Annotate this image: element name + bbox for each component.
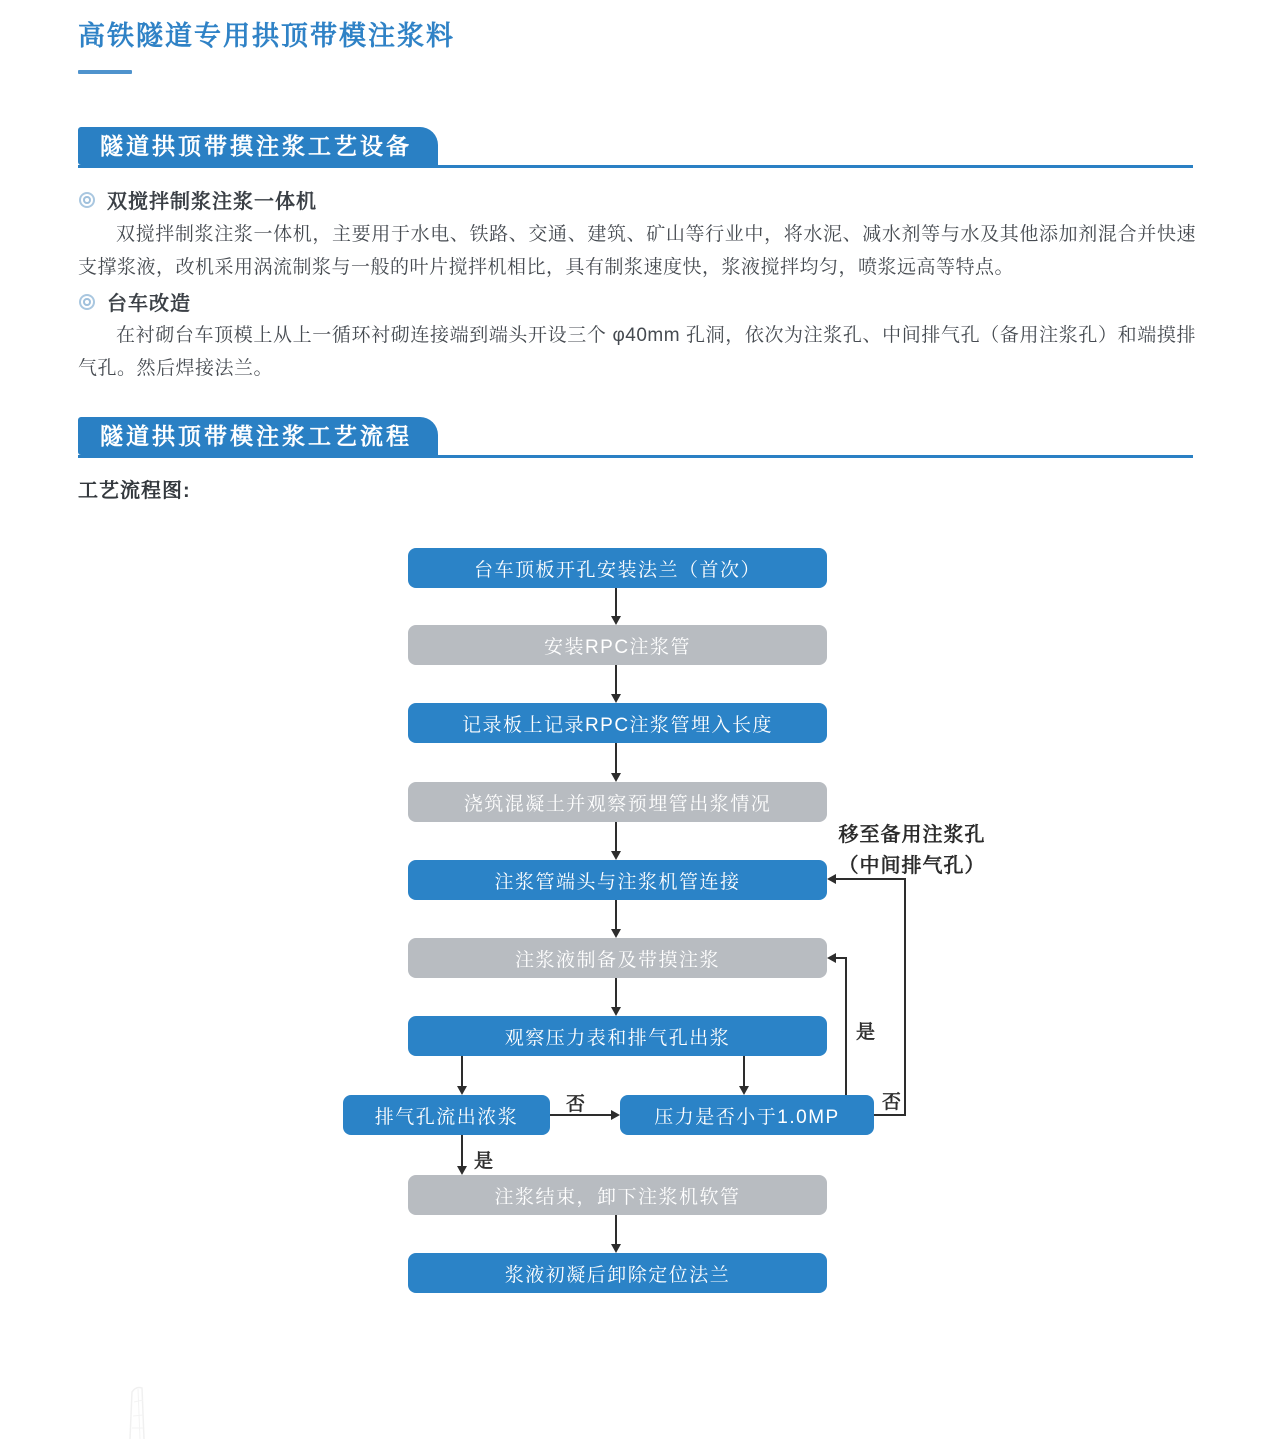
flow-node-record-length: 记录板上记录RPC注浆管埋入长度 xyxy=(408,703,827,743)
flow-node-install-flange: 台车顶板开孔安装法兰（首次） xyxy=(408,548,827,588)
equipment-item-1-body: 双搅拌制浆注浆一体机，主要用于水电、铁路、交通、建筑、矿山等行业中，将水泥、减水剂等与水及其他添加剂混合并快速支撑浆液，改机采用涡流制浆与一般的叶片搅拌机相比，具有制浆速度快，浆液搅拌均匀，喷浆远高等特点。 xyxy=(78,224,1196,278)
edge-label-yes: 是 xyxy=(856,1022,876,1043)
down-arrow xyxy=(461,1135,463,1166)
down-arrow xyxy=(743,1056,745,1086)
flow-node-remove-flange: 浆液初凝后卸除定位法兰 xyxy=(408,1253,827,1293)
flow-node-prepare-grout: 注浆液制备及带摸注浆 xyxy=(408,938,827,978)
down-arrow xyxy=(615,665,617,694)
title-underline xyxy=(78,70,132,74)
flow-node-grouting-finished: 注浆结束，卸下注浆机软管 xyxy=(408,1175,827,1215)
down-arrow xyxy=(615,743,617,773)
section-header-rule xyxy=(78,165,1193,168)
down-arrow xyxy=(615,822,617,851)
equipment-item-2-title: 台车改造 xyxy=(107,293,191,315)
flow-node-pressure-check: 压力是否小于1.0MP xyxy=(620,1095,874,1135)
flow-node-pour-concrete: 浇筑混凝土并观察预埋管出浆情况 xyxy=(408,782,827,822)
edge-label-no: 否 xyxy=(566,1094,586,1115)
bullseye-icon xyxy=(83,196,91,204)
flow-node-connect-pipe: 注浆管端头与注浆机管连接 xyxy=(408,860,827,900)
watermark-building-icon xyxy=(116,1384,176,1444)
section-header-rule xyxy=(78,455,1193,458)
bullseye-icon xyxy=(83,298,91,306)
loop-annotation xyxy=(820,820,1004,882)
section-header-equipment-tab: 隧道拱顶带摸注浆工艺设备 xyxy=(78,127,438,165)
equipment-item-2-heading xyxy=(78,287,191,316)
loop-annotation-line1: 移至备用注浆孔 xyxy=(838,824,986,846)
loop-annotation-line2: （中间排气孔） xyxy=(838,855,986,877)
edge-label-no: 否 xyxy=(882,1092,902,1113)
section-header-equipment xyxy=(78,127,1193,168)
down-arrow xyxy=(461,1056,463,1086)
down-arrow xyxy=(615,588,617,616)
left-arrowhead xyxy=(827,953,836,963)
flow-node-observe-pressure: 观察压力表和排气孔出浆 xyxy=(408,1016,827,1056)
feedback-line-segment xyxy=(874,1114,906,1116)
down-arrow xyxy=(615,900,617,929)
page-title: 高铁隧道专用拱顶带模注浆料 xyxy=(78,21,455,51)
equipment-item-1-heading xyxy=(78,185,317,214)
equipment-item-1-title: 双搅拌制浆注浆一体机 xyxy=(107,191,317,213)
down-arrow xyxy=(615,1215,617,1244)
flow-node-install-rpc-pipe: 安装RPC注浆管 xyxy=(408,625,827,665)
equipment-item-2-body: 在衬砌台车顶模上从上一循环衬砌连接端到端头开设三个 φ40mm 孔洞，依次为注浆孔、中间排气孔（备用注浆孔）和端摸排气孔。然后焊接法兰。 xyxy=(78,325,1196,379)
flow-figure-label: 工艺流程图: xyxy=(78,480,191,502)
section-header-process xyxy=(78,417,1193,458)
edge-label-yes: 是 xyxy=(474,1151,494,1172)
flow-node-vent-thick-grout: 排气孔流出浓浆 xyxy=(343,1095,550,1135)
section-header-process-tab: 隧道拱顶带模注浆工艺流程 xyxy=(78,417,438,455)
feedback-line-pressure-no xyxy=(836,878,906,1115)
process-flowchart xyxy=(0,540,1280,1360)
down-arrow xyxy=(615,978,617,1007)
